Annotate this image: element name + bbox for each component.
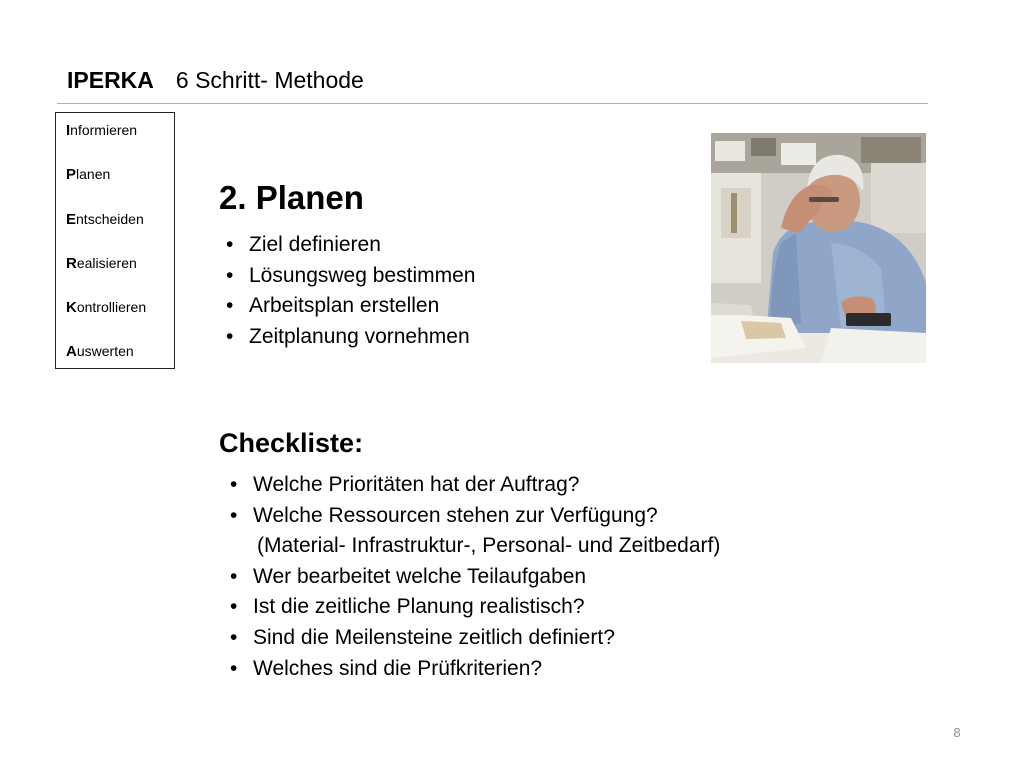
- header-subtitle: 6 Schritt- Methode: [175, 67, 364, 93]
- list-item-text: Zeitplanung vornehmen: [249, 325, 470, 349]
- step-planen: [66, 165, 174, 209]
- list-item: [222, 262, 475, 293]
- bullet-icon: •: [230, 564, 238, 588]
- planen-bullet-list: [222, 231, 475, 354]
- checklist-bullet-list: [226, 471, 720, 685]
- list-item: [222, 323, 475, 354]
- step-initial: A: [66, 343, 77, 361]
- header-brand: IPERKA: [67, 67, 154, 93]
- header-divider: [57, 103, 928, 104]
- bullet-icon: •: [226, 294, 234, 318]
- list-item-text: Welche Prioritäten hat der Auftrag?: [253, 473, 580, 496]
- list-item-text: Wer bearbeitet welche Teilaufgaben: [253, 564, 587, 588]
- slide-header: [67, 66, 364, 94]
- list-item-text: Welches sind die Prüfkriterien?: [253, 656, 543, 680]
- bullet-icon: •: [230, 595, 238, 619]
- step-label: ontrollieren: [76, 299, 147, 316]
- step-label: ealisieren: [76, 254, 137, 271]
- list-item: [222, 292, 475, 323]
- bullet-icon: •: [226, 263, 234, 287]
- list-item: [222, 231, 475, 262]
- list-item-text: Arbeitsplan erstellen: [249, 294, 440, 318]
- step-label: nformieren: [70, 122, 138, 138]
- iperka-steps-box: [55, 112, 175, 369]
- step-kontrollieren: [66, 298, 174, 342]
- checklist-title: Checkliste:: [219, 428, 364, 458]
- list-item: [226, 593, 720, 624]
- step-label: lanen: [76, 166, 111, 183]
- list-item: [226, 655, 720, 686]
- step-initial: K: [66, 299, 77, 317]
- list-item-text: Ziel definieren: [249, 233, 381, 256]
- list-item: [226, 502, 720, 533]
- step-initial: P: [66, 166, 77, 184]
- section-title: 2. Planen: [219, 179, 364, 216]
- list-item-text: Sind die Meilensteine zeitlich definiert?: [253, 625, 615, 649]
- bullet-icon: •: [226, 233, 234, 256]
- list-item-continuation: [226, 532, 720, 563]
- step-entscheiden: [66, 210, 174, 254]
- step-initial: E: [66, 210, 77, 228]
- step-label: ntscheiden: [76, 210, 144, 227]
- page-number: 8: [953, 725, 961, 740]
- bullet-icon: •: [230, 656, 238, 680]
- bullet-icon: •: [230, 625, 238, 649]
- step-realisieren: [66, 254, 174, 298]
- bullet-icon: •: [230, 473, 238, 496]
- list-item-text: (Material- Infrastruktur-, Personal- und Zeitbedarf): [257, 534, 721, 558]
- list-item: [226, 624, 720, 655]
- worried-man-photo: [711, 133, 926, 363]
- list-item-text: Ist die zeitliche Planung realistisch?: [253, 595, 585, 619]
- step-auswerten: [66, 342, 174, 386]
- step-informieren: [66, 121, 174, 165]
- step-initial: I: [66, 122, 71, 139]
- list-item-text: Lösungsweg bestimmen: [249, 263, 476, 287]
- list-item: [226, 471, 720, 502]
- bullet-icon: •: [230, 503, 238, 527]
- list-item: [226, 563, 720, 594]
- step-label: uswerten: [76, 343, 134, 360]
- list-item-text: Welche Ressourcen stehen zur Verfügung?: [253, 503, 658, 527]
- bullet-icon: •: [226, 325, 234, 349]
- step-initial: R: [66, 254, 77, 272]
